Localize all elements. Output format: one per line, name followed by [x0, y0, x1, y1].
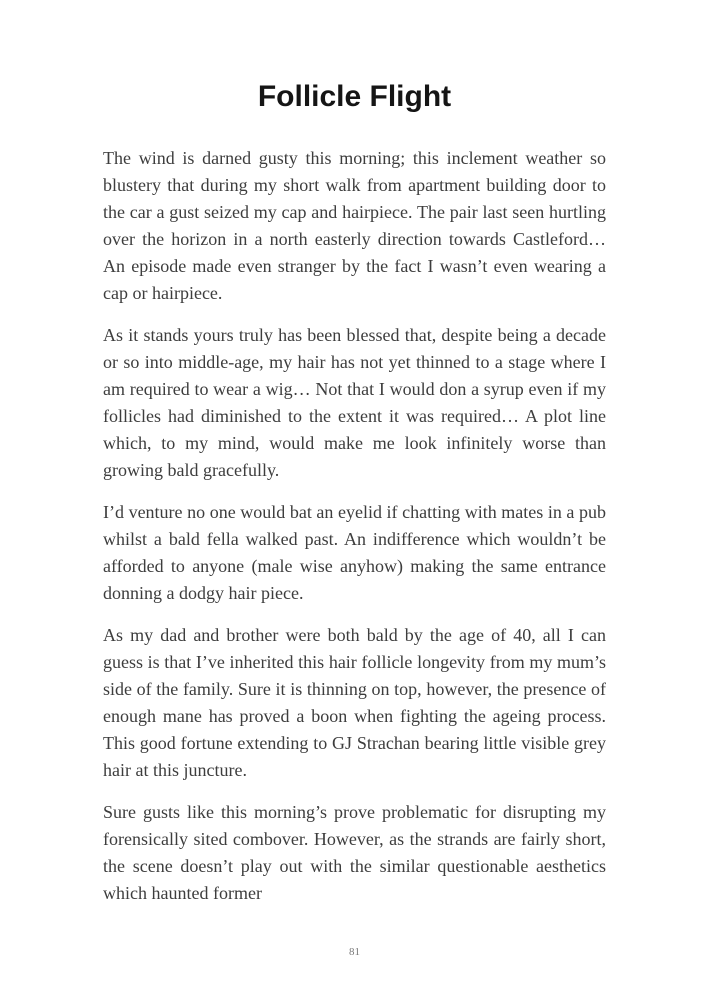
paragraph: As my dad and brother were both bald by the age of 40, all I can guess is that I’ve inherited this hair follicle longevity from my mum’s side of the family. Sure it is thinning on top, however, the presence of enough mane has proved a boon when fighting the ageing process. This good fortune extending to GJ Strachan bearing little visible grey hair at this juncture. [103, 625, 606, 780]
page-number: 81 [349, 946, 360, 958]
page-title: Follicle Flight [257, 80, 452, 113]
page-content [103, 80, 606, 922]
paragraph: Sure gusts like this morning’s prove problematic for disrupting my forensically sited combover. However, as the strands are fairly short, the scene doesn’t play out with the similar questionable aesthetics which haunted former [103, 802, 606, 903]
paragraph: As it stands yours truly has been blessed that, despite being a decade or so into middle-age, my hair has not yet thinned to a stage where I am required to wear a wig… Not that I would don a syrup even if my follicles had diminished to the extent it was required… A plot line which, to my mind, would make me look infinitely worse than growing bald gracefully. [103, 325, 606, 480]
paragraph: I’d venture no one would bat an eyelid if chatting with mates in a pub whilst a bald fella walked past. An indifference which wouldn’t be afforded to anyone (male wise anyhow) making the same entrance donning a dodgy hair piece. [103, 502, 606, 603]
paragraph: The wind is darned gusty this morning; this inclement weather so blustery that during my short walk from apartment building door to the car a gust seized my cap and hairpiece. The pair last seen hurtling over the horizon in a north easterly direction towards Castleford… An episode made even stranger by the fact I wasn’t even wearing a cap or hairpiece. [103, 148, 606, 303]
